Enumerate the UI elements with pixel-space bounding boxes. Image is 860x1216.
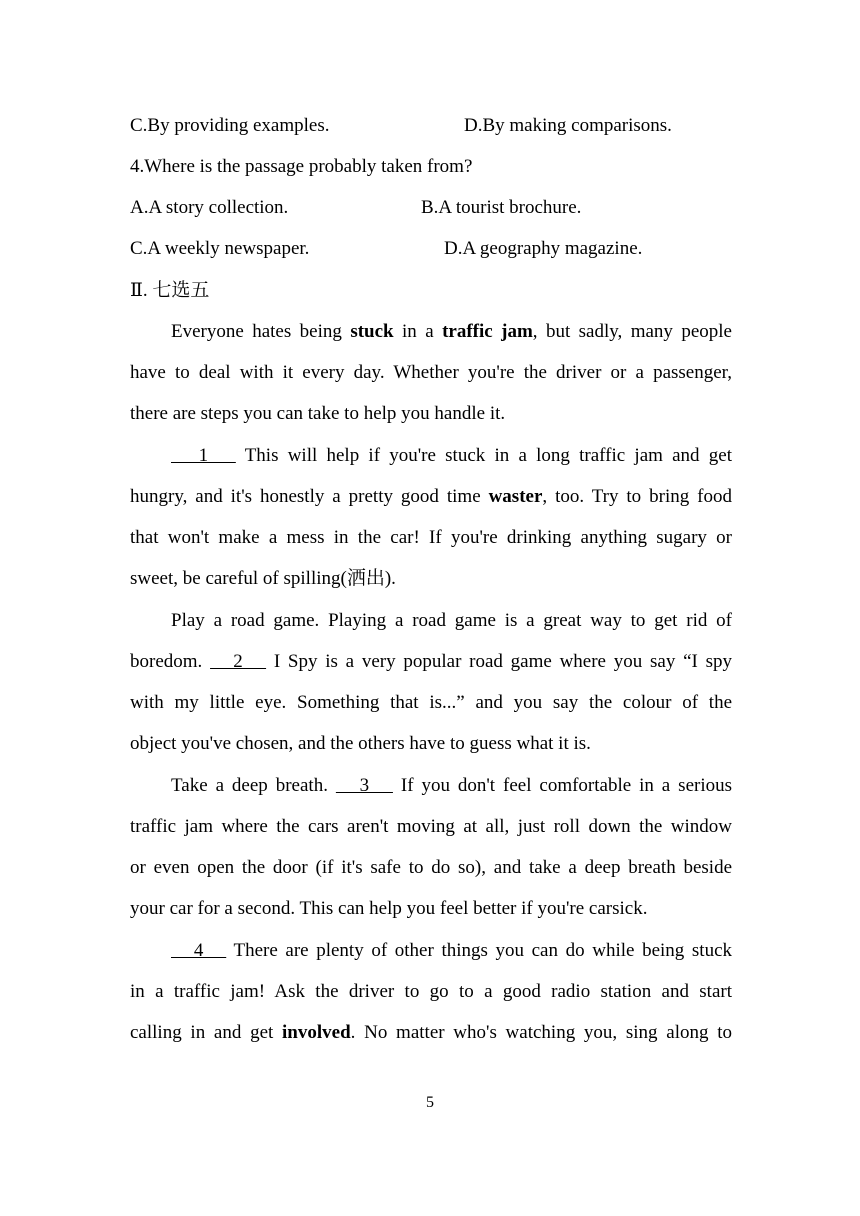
option-4b: B.A tourist brochure. (421, 197, 582, 218)
passage-p3-line1: Play a road game. Playing a road game is a great way to get rid of (171, 610, 732, 631)
blank-3[interactable]: 3 (335, 775, 393, 796)
blank-2[interactable]: 2 (210, 651, 267, 672)
passage-p2-line1: 1 This will help if you're stuck in a long traffic jam and get (171, 445, 732, 466)
blank-1[interactable]: 1 (171, 445, 236, 466)
section-title: Ⅱ. 七选五 (130, 280, 210, 301)
passage-p2-line3: that won't make a mess in the car! If you're drinking anything sugary or (130, 527, 732, 548)
passage-p2-line4: sweet, be careful of spilling(洒出). (130, 568, 396, 589)
blank-4[interactable]: 4 (171, 940, 227, 961)
option-3d: D.By making comparisons. (464, 115, 672, 136)
passage-p4-line4: your car for a second. This can help you feel better if you're carsick. (130, 898, 648, 919)
passage-p3-line3: with my little eye. Something that is...” and you say the colour of the (130, 692, 732, 713)
passage-p5-line2: in a traffic jam! Ask the driver to go to a good radio station and start (130, 981, 732, 1002)
passage-p1-line2: have to deal with it every day. Whether you're the driver or a passenger, (130, 362, 732, 383)
option-4a: A.A story collection. (130, 197, 289, 218)
option-4d: D.A geography magazine. (444, 238, 643, 259)
passage-p1-line3: there are steps you can take to help you handle it. (130, 403, 506, 424)
passage-p5-line1: 4 There are plenty of other things you can do while being stuck (171, 940, 732, 961)
option-3c: C.By providing examples. (130, 115, 330, 136)
option-4c: C.A weekly newspaper. (130, 238, 310, 259)
passage-p2-line2: hungry, and it's honestly a pretty good time waster, too. Try to bring food (130, 486, 732, 507)
passage-p1-line1: Everyone hates being stuck in a traffic jam, but sadly, many people (171, 321, 732, 342)
page-number: 5 (426, 1094, 434, 1111)
passage-p3-line4: object you've chosen, and the others have to guess what it is. (130, 733, 591, 754)
passage-p4-line2: traffic jam where the cars aren't moving at all, just roll down the window (130, 816, 732, 837)
passage-p4-line1: Take a deep breath. 3 If you don't feel comfortable in a serious (171, 775, 732, 796)
question-4-stem: 4.Where is the passage probably taken from? (130, 156, 473, 177)
passage-p5-line3: calling in and get involved. No matter who's watching you, sing along to (130, 1022, 732, 1043)
passage-p4-line3: or even open the door (if it's safe to do so), and take a deep breath beside (130, 857, 732, 878)
passage-p3-line2: boredom. 2 I Spy is a very popular road game where you say “I spy (130, 651, 732, 672)
